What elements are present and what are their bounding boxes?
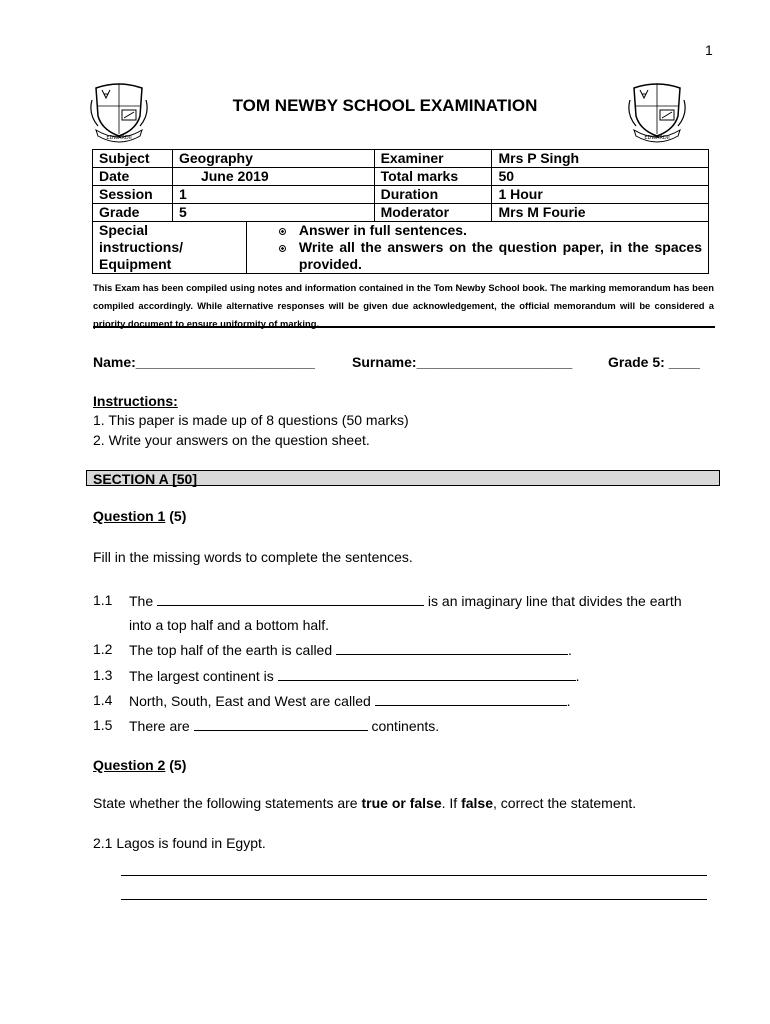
question-item xyxy=(129,592,682,609)
item-text: . xyxy=(575,668,580,684)
question-1-heading xyxy=(93,508,186,524)
question-2-item: 2.1 Lagos is found in Egypt. xyxy=(93,835,266,851)
item-text: . xyxy=(566,693,571,709)
moderator-value: Mrs M Fourie xyxy=(492,204,709,222)
prompt-text: State whether the following statements are xyxy=(93,795,362,811)
question-item xyxy=(129,717,439,734)
question-2-heading xyxy=(93,757,186,773)
grade-value: 5 xyxy=(172,204,374,222)
answer-line[interactable] xyxy=(121,875,707,876)
item-number: 1.1 xyxy=(93,592,113,608)
total-marks-value: 50 xyxy=(492,168,709,186)
answer-blank[interactable] xyxy=(375,692,567,706)
item-text: continents. xyxy=(367,718,440,734)
question-item xyxy=(129,692,571,709)
disclaimer-text: This Exam has been compiled using notes and information contained in the Tom Newby School book. The marking memorandum has been compiled accordingly. While alternative responses will be given due acknowledgement, the official memorandum will be considered a priority document to ensure uniformity of marking. xyxy=(93,282,714,329)
answer-blank[interactable] xyxy=(336,641,568,655)
exam-title: TOM NEWBY SCHOOL EXAMINATION xyxy=(232,96,538,115)
instruction-line: 1. This paper is made up of 8 questions (50 marks) xyxy=(93,412,409,428)
total-marks-label: Total marks xyxy=(374,168,492,186)
prompt-text: , correct the statement. xyxy=(493,795,637,811)
session-label: Session xyxy=(93,186,173,204)
grade-label: Grade xyxy=(93,204,173,222)
item-text: North, South, East and West are called xyxy=(129,693,375,709)
subject-value: Geography xyxy=(172,150,374,168)
instructions-heading: Instructions: xyxy=(93,393,178,409)
special-instruction-item: Write all the answers on the question paper, in the spaces provided. xyxy=(253,239,702,273)
moderator-label: Moderator xyxy=(374,204,492,222)
answer-blank[interactable] xyxy=(194,717,368,731)
special-instruction-item: Answer in full sentences. xyxy=(253,222,702,239)
item-number: 1.2 xyxy=(93,641,113,657)
duration-label: Duration xyxy=(374,186,492,204)
item-text: The largest continent is xyxy=(129,668,278,684)
item-number: 1.3 xyxy=(93,667,113,683)
page-number: 1 xyxy=(705,42,713,58)
examiner-label: Examiner xyxy=(374,150,492,168)
item-text: There are xyxy=(129,718,194,734)
item-number: 1.4 xyxy=(93,692,113,708)
subject-label: Subject xyxy=(93,150,173,168)
special-instructions xyxy=(246,222,708,274)
special-instructions-label: Special instructions/ Equipment xyxy=(93,222,247,274)
examiner-value: Mrs P Singh xyxy=(492,150,709,168)
prompt-emphasis: true or false xyxy=(361,795,442,811)
prompt-text: . If xyxy=(441,795,462,811)
prompt-emphasis: false xyxy=(461,795,493,811)
duration-value: 1 Hour xyxy=(492,186,709,204)
item-text: The top half of the earth is called xyxy=(129,642,337,658)
exam-info-table xyxy=(92,149,709,274)
grade-field[interactable]: Grade 5: ____ xyxy=(608,354,700,370)
section-heading: SECTION A [50] xyxy=(86,470,720,486)
question-2-title: Question 2 xyxy=(93,757,166,773)
answer-blank[interactable] xyxy=(278,667,576,681)
answer-blank[interactable] xyxy=(157,592,424,606)
date-value: June 2019 xyxy=(172,168,374,186)
surname-field[interactable]: Surname:____________________ xyxy=(352,354,573,370)
item-text: is an imaginary line that divides the earth xyxy=(424,593,682,609)
question-item xyxy=(129,667,580,684)
question-1-prompt: Fill in the missing words to complete the sentences. xyxy=(93,549,413,565)
divider xyxy=(93,326,715,328)
question-2-prompt xyxy=(93,795,636,811)
question-item xyxy=(129,641,572,658)
name-field[interactable]: Name:_______________________ xyxy=(93,354,315,370)
svg-text:EDWARDII: EDWARDII xyxy=(644,135,670,141)
question-1-marks: (5) xyxy=(165,508,187,524)
question-2-marks: (5) xyxy=(165,757,187,773)
item-text: The xyxy=(129,593,158,609)
answer-line[interactable] xyxy=(121,899,707,900)
question-1-title: Question 1 xyxy=(93,508,166,524)
session-value: 1 xyxy=(172,186,374,204)
instruction-line: 2. Write your answers on the question sheet. xyxy=(93,432,370,448)
question-item-continued: into a top half and a bottom half. xyxy=(129,617,330,633)
date-label: Date xyxy=(93,168,173,186)
item-text: . xyxy=(568,642,572,658)
item-number: 1.5 xyxy=(93,717,113,733)
svg-text:EDWARDII: EDWARDII xyxy=(106,135,132,141)
